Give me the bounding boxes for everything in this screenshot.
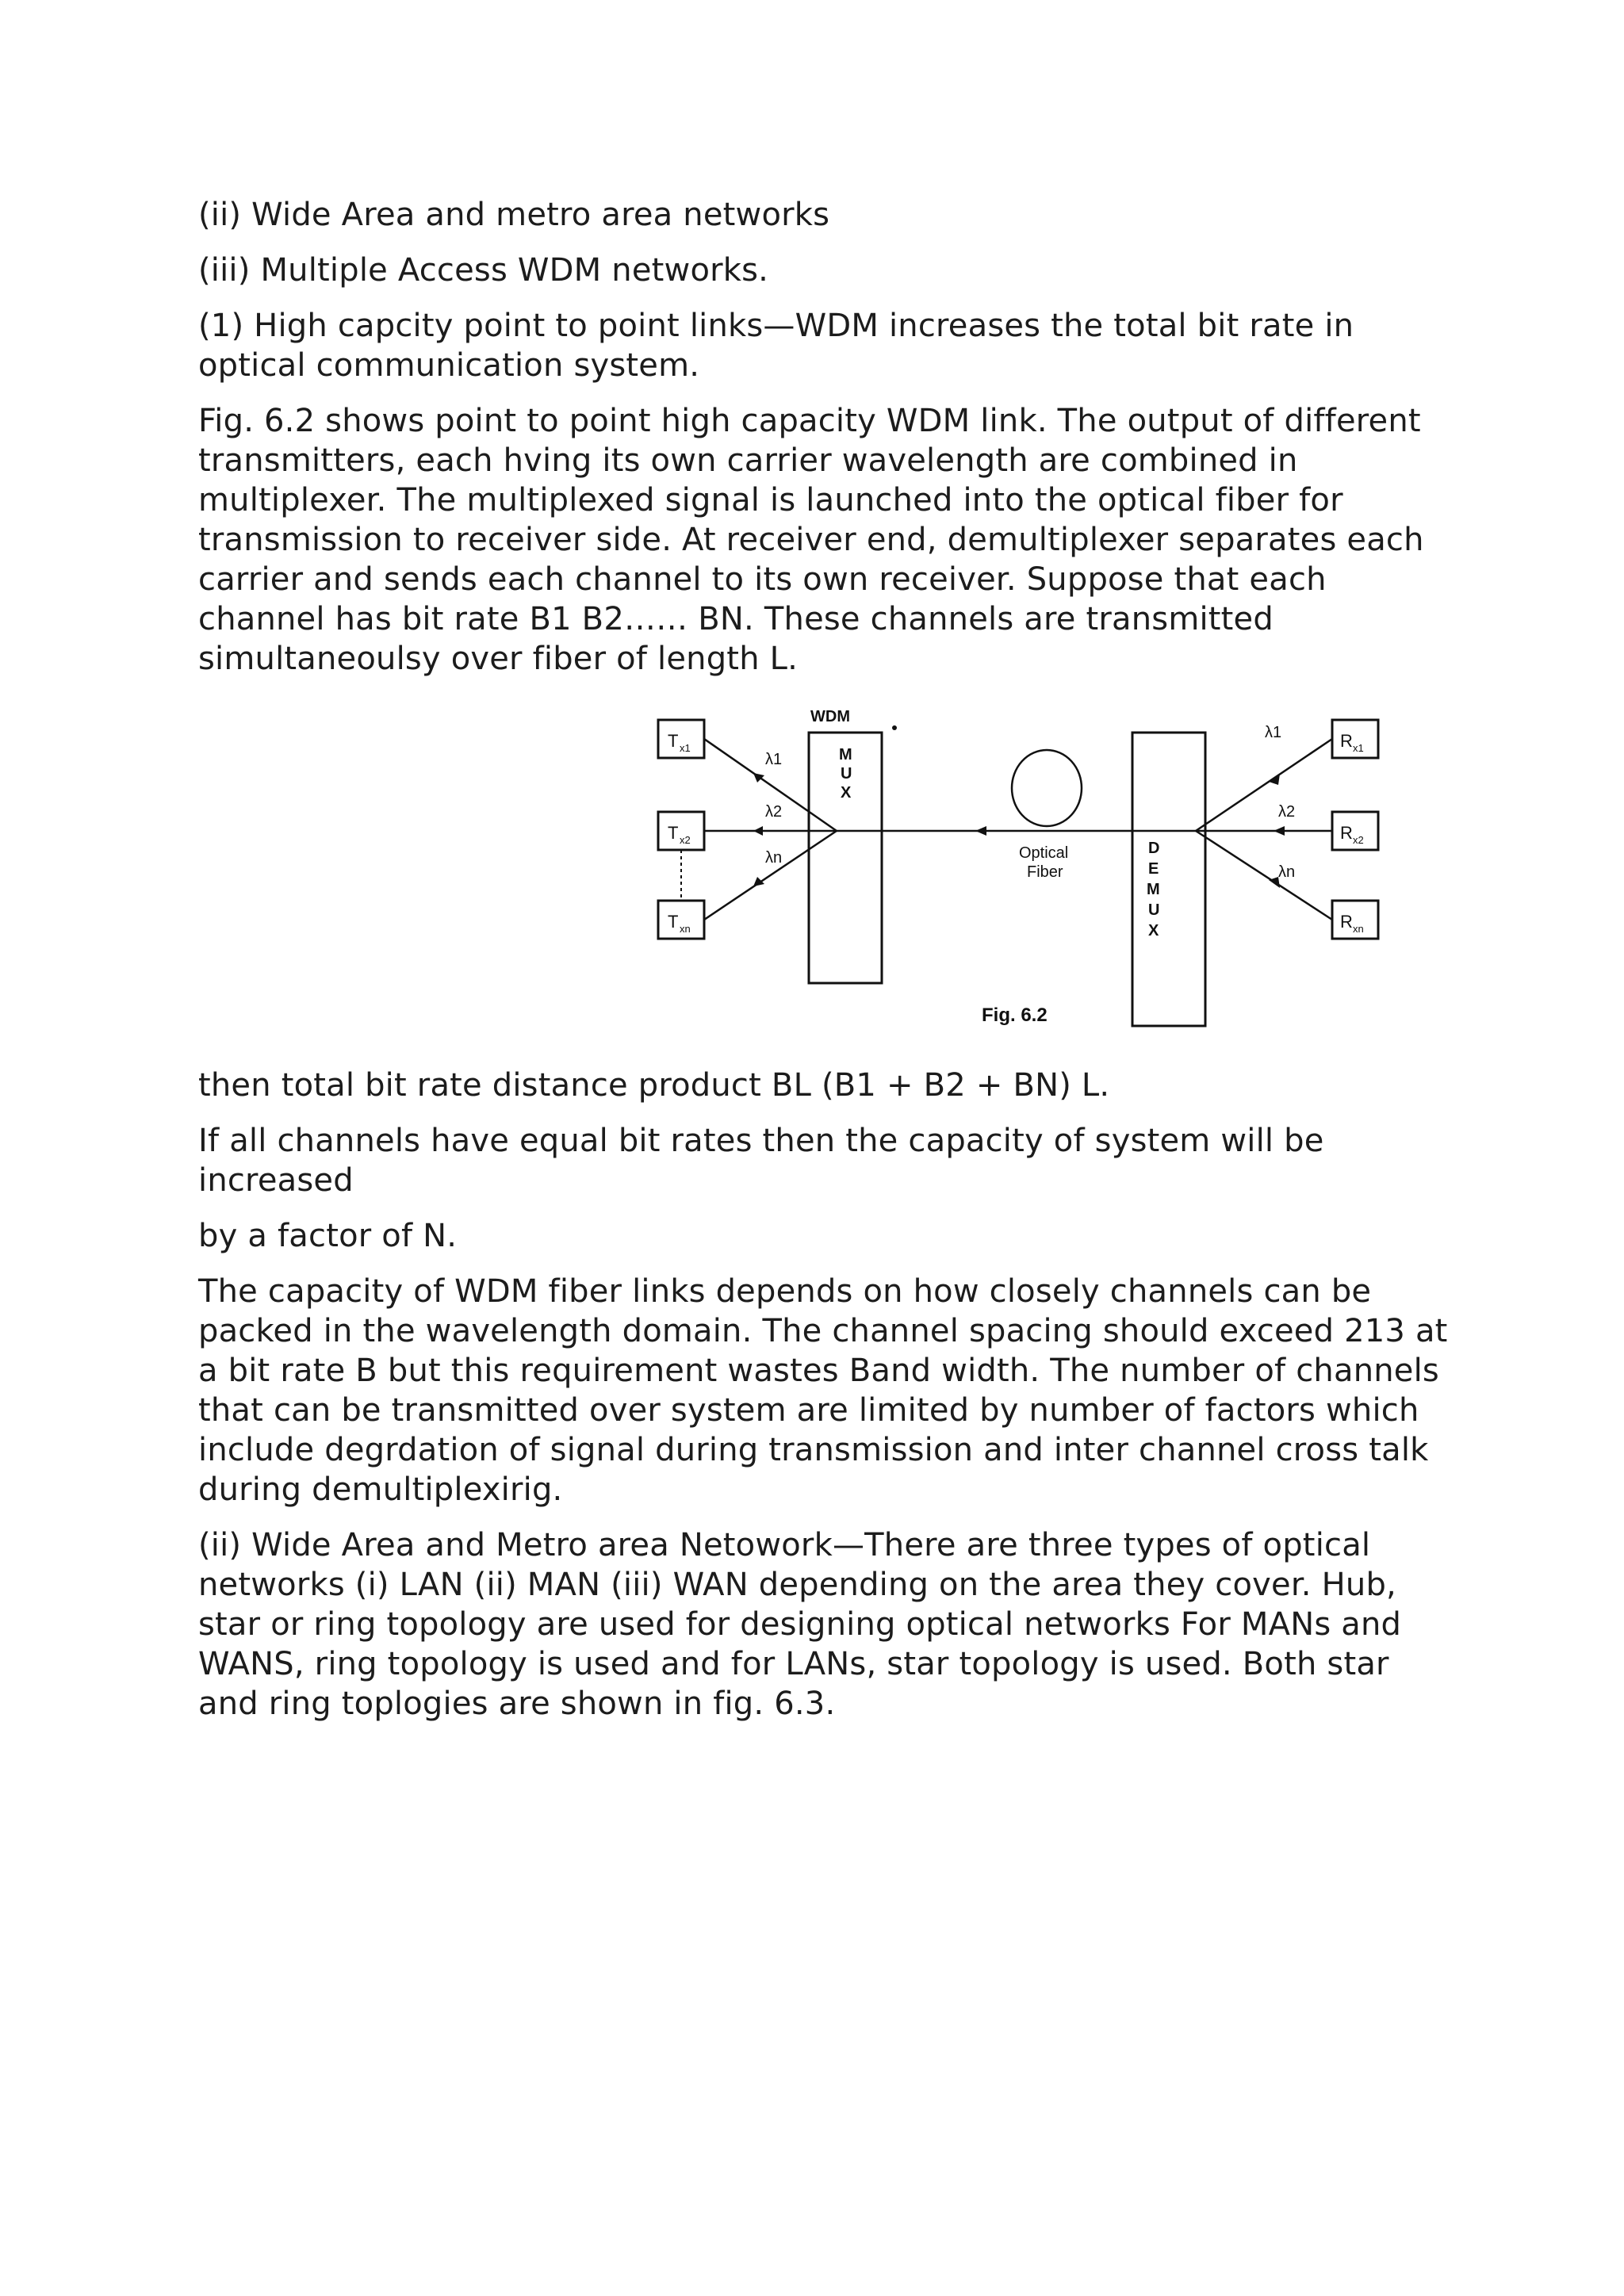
demux-letter: D: [1148, 840, 1160, 857]
arrowhead-icon: [975, 826, 986, 836]
fiber-coil: [1012, 750, 1082, 826]
lambda-label: λn: [1278, 863, 1296, 881]
paragraph: The capacity of WDM fiber links depends on how closely channels can be packed in the wavelength domain. The channel spacing should exceed 213 at a bit rate B but this requirement wastes Band width. The number of channels that can be transmitted over system are limited by number of factors which include degrdation of signal during transmission and inter channel cross talk during demultiplexirig.: [198, 1273, 1448, 1508]
rxn-line: [1196, 831, 1332, 920]
text-block-top: [198, 195, 1451, 695]
paragraph: by a factor of N.: [198, 1218, 458, 1254]
tx-sub: xn: [680, 923, 691, 935]
paragraph: then total bit rate distance product BL (B1 + B2 + BN) L.: [198, 1067, 1110, 1104]
figure-caption: Fig. 6.2: [982, 1004, 1048, 1026]
wdm-label: WDM: [810, 708, 850, 725]
txn-line: [704, 831, 837, 920]
rx1-line: [1196, 739, 1332, 831]
arrowhead-icon: [753, 826, 763, 836]
receiver-2: [1332, 812, 1378, 850]
demux-letter: X: [1148, 922, 1159, 939]
text-block-bottom: [198, 1066, 1451, 1739]
arrowhead-icon: [753, 773, 764, 783]
rx-sub: xn: [1353, 923, 1364, 935]
paragraph: (iii) Multiple Access WDM networks.: [198, 252, 769, 289]
arrowhead-icon: [753, 877, 764, 886]
paragraph: If all channels have equal bit rates then the capacity of system will be increased: [198, 1123, 1324, 1199]
fiber-label: Optical: [1019, 844, 1069, 862]
mux-letter: U: [841, 765, 852, 783]
mux-letter: X: [841, 784, 852, 802]
tx-label: T: [668, 912, 679, 932]
rx-sub: x1: [1353, 742, 1364, 754]
demux-letter: U: [1148, 901, 1160, 919]
tx-label: T: [668, 823, 679, 843]
receiver-1: [1332, 720, 1378, 758]
paragraph: Fig. 6.2 shows point to point high capacity WDM link. The output of different transmitters, each hving its own carrier wavelength are combined in multiplexer. The multiplexed signal is launched into the optical fiber for transmission to receiver side. At receiver end, demultiplexer separates each carrier and sends each channel to its own receiver. Suppose that each channel has bit rate B1 B2…… BN. These channels are transmitted simultaneoulsy over fiber of length L.: [198, 403, 1424, 677]
paragraph: (1) High capcity point to point links—WDM increases the total bit rate in optical communication system.: [198, 308, 1354, 384]
demux-letter: M: [1147, 881, 1160, 898]
wdm-link-diagram: [634, 698, 1396, 1047]
fiber-label: Fiber: [1027, 863, 1063, 881]
rx-sub: x2: [1353, 834, 1364, 846]
arrowhead-icon: [1274, 826, 1285, 836]
transmitter-2: [658, 812, 704, 850]
rx-label: R: [1340, 823, 1353, 843]
rx-label: R: [1340, 731, 1353, 751]
receiver-n: [1332, 901, 1378, 939]
wdm-link-figure: [634, 698, 1396, 1047]
demux-letter: E: [1148, 860, 1159, 878]
paragraph: (ii) Wide Area and Metro area Netowork—There are three types of optical networks (i) LAN (ii) MAN (iii) WAN depending on the area they cover. Hub, star or ring topology are used for designing optical networks For MANs and WANS, ring topology is used and for LANs, star topology is used. Both star and ring toplogies are shown in fig. 6.3.: [198, 1527, 1402, 1722]
rx-label: R: [1340, 912, 1353, 932]
tx-sub: x1: [680, 742, 691, 754]
lambda-label: λ1: [765, 751, 783, 768]
arrowhead-icon: [1269, 774, 1280, 785]
demux-box: [1132, 733, 1205, 1026]
mux-letter: M: [839, 746, 852, 763]
lambda-label: λ2: [765, 803, 783, 821]
transmitter-n: [658, 901, 704, 939]
transmitter-1: [658, 720, 704, 758]
lambda-label: λ2: [1278, 803, 1296, 821]
lambda-label: λ1: [1265, 724, 1282, 741]
tx-sub: x2: [680, 834, 691, 846]
paragraph: (ii) Wide Area and metro area networks: [198, 197, 830, 233]
tx-label: T: [668, 731, 679, 751]
lambda-label: λn: [765, 849, 783, 867]
